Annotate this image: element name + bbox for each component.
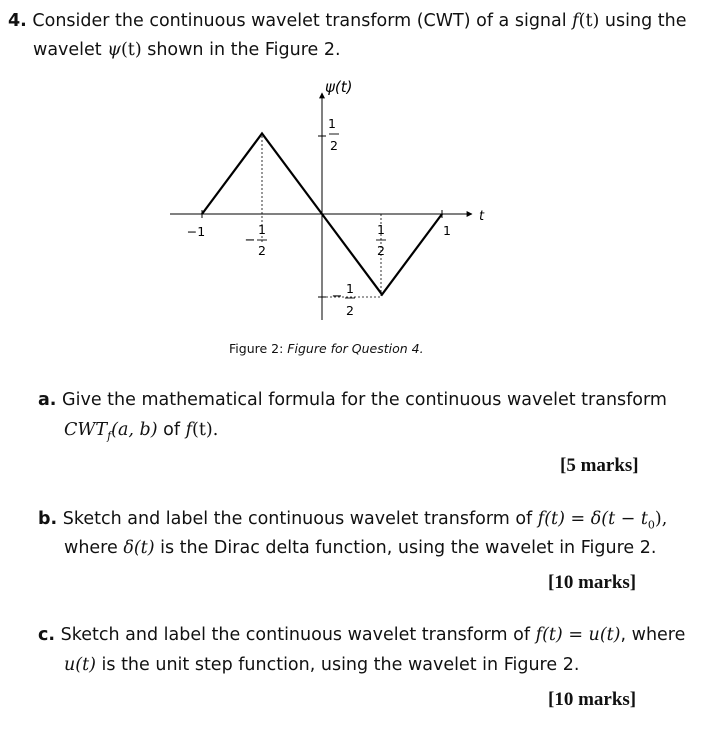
part-b-label: b.	[38, 509, 58, 529]
xtick-mhalf-num: 1	[258, 222, 266, 237]
part-c-line-2	[64, 651, 579, 679]
ytick-top-den: 2	[330, 138, 338, 153]
part-a-f: f	[185, 420, 193, 440]
part-a-marks: [5 marks]	[560, 455, 639, 476]
dirac-delta: δ(t)	[123, 538, 155, 558]
figure-caption	[229, 341, 424, 356]
part-b-line-2	[64, 534, 656, 562]
xtick-half-num: 1	[377, 222, 385, 237]
xtick-m1-label: −1	[186, 224, 206, 239]
xtick-mhalf-sign: −	[244, 233, 256, 248]
part-a-f-arg: (t).	[192, 420, 219, 440]
part-a-line-2	[64, 416, 218, 451]
cwt-subscript: f	[107, 429, 112, 443]
ytick-bottom-sign: −	[331, 289, 343, 304]
wavelet-psi: ψ	[107, 40, 121, 60]
caption-prefix: Figure 2:	[229, 341, 284, 356]
part-c-label: c.	[38, 625, 56, 645]
part-c-equation: f(t) = u(t)	[535, 625, 621, 645]
x-axis-label: t	[479, 209, 485, 224]
cwt-symbol: CWT	[64, 420, 108, 440]
question-text-2-end: shown in the Figure 2.	[141, 40, 341, 60]
part-c-text-2: is the unit step function, using the wavelet in Figure 2.	[95, 655, 580, 675]
part-c-line-1	[38, 621, 685, 649]
part-b-text: Sketch and label the continuous wavelet transform of	[62, 509, 538, 529]
caption-text: Figure for Question 4.	[287, 341, 424, 356]
part-a-of: of	[157, 420, 186, 440]
part-b-equation: f(t) = δ(t − t	[537, 509, 648, 529]
question-text-2: wavelet	[33, 40, 108, 60]
part-a-text: Give the mathematical formula for the continuous wavelet transform	[62, 390, 667, 410]
part-b-text-2-end: is the Dirac delta function, using the wavelet in Figure 2.	[154, 538, 657, 558]
y-axis-label: ψ(t)	[325, 78, 353, 96]
cwt-args: (a, b)	[111, 420, 158, 440]
part-a-label: a.	[38, 390, 57, 410]
wavelet-arg: (t)	[120, 40, 142, 60]
question-text: Consider the continuous wavelet transform (CWT) of a signal	[32, 11, 573, 31]
xtick-half-den: 2	[377, 243, 385, 258]
part-b-text-2: where	[64, 538, 124, 558]
part-b-marks: [10 marks]	[548, 572, 637, 593]
ytick-bottom-den: 2	[346, 303, 354, 318]
question-text-end: using the	[599, 11, 687, 31]
xtick-mhalf-den: 2	[258, 243, 266, 258]
ytick-top-num: 1	[328, 116, 336, 131]
part-c-text-end: , where	[620, 625, 686, 645]
part-c-marks: [10 marks]	[548, 689, 637, 710]
part-c-text: Sketch and label the continuous wavelet transform of	[60, 625, 536, 645]
part-b-eq-sub: 0	[647, 518, 655, 532]
ytick-bottom-num: 1	[346, 281, 354, 296]
question-number: 4.	[8, 11, 27, 31]
part-a-line-1	[38, 386, 667, 414]
xtick-1-label: 1	[443, 223, 451, 238]
part-b-eq-end: ),	[654, 509, 668, 529]
signal-f: f	[572, 11, 579, 31]
unit-step: u(t)	[64, 655, 96, 675]
signal-f-arg: (t)	[578, 11, 600, 31]
